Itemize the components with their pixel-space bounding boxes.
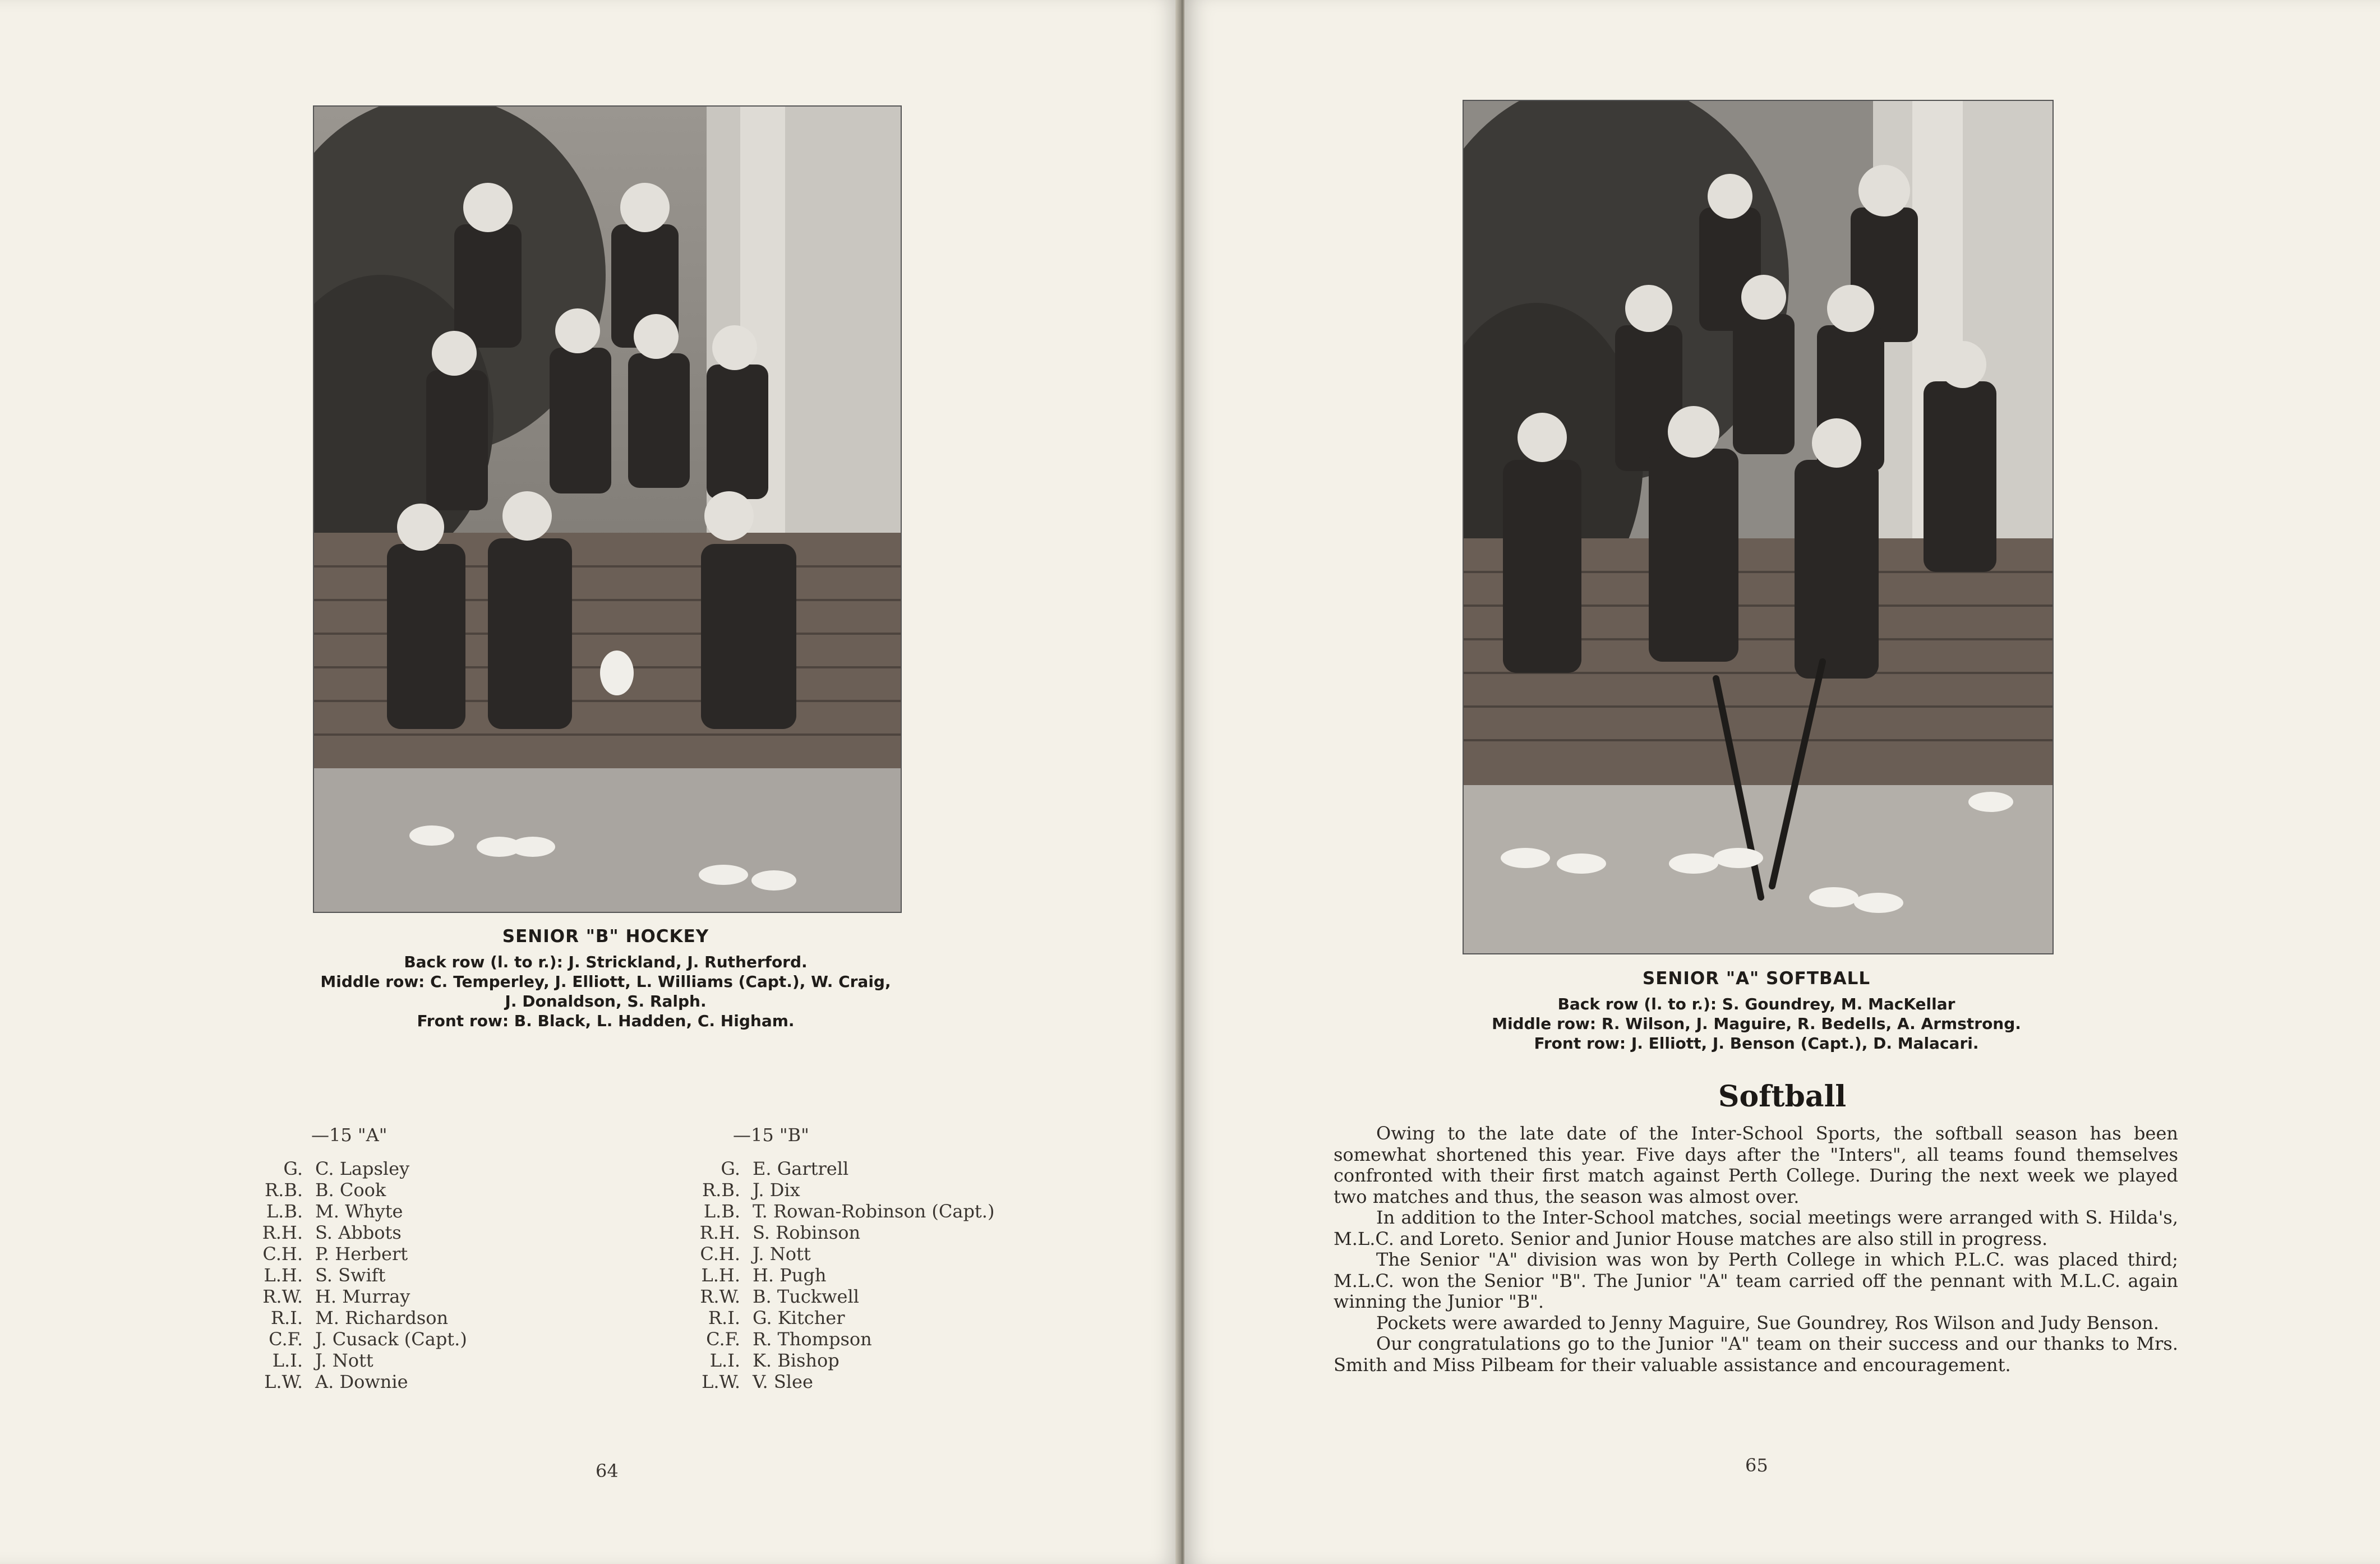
lineup-row (667, 1307, 994, 1328)
player-name: J. Nott (753, 1243, 811, 1265)
lineup-row (230, 1179, 467, 1201)
lineup-row (667, 1265, 994, 1286)
lineup-row (230, 1286, 467, 1307)
player-name: S. Abbots (315, 1222, 402, 1243)
position-code: G. (283, 1158, 303, 1179)
caption-line: Front row: B. Black, L. Hadden, C. Higham. (417, 1012, 795, 1030)
article-paragraph: Our congratulations go to the Junior "A" team on their success and our thanks to Mrs. Smith and Miss Pilbeam for their valuable assistance and encouragement. (1334, 1333, 2178, 1376)
lineup-row (230, 1307, 467, 1328)
lineup-15a (230, 1124, 467, 1392)
lineup-row (230, 1371, 467, 1392)
lineup-row (667, 1158, 994, 1179)
position-code: C.F. (269, 1328, 303, 1350)
article-paragraph: Owing to the late date of the Inter-School Sports, the softball season has been somewhat shortened this year. Five days after the "Inters", all teams found themselves confronted with their first match against Perth College. During the next week we played two matches and thus, the season was almost over. (1334, 1123, 2178, 1207)
left-page (0, 0, 1180, 1564)
caption-title: SENIOR "A" SOFTBALL (1642, 968, 1871, 989)
team-photo-icon (314, 107, 901, 912)
position-code: C.F. (706, 1328, 740, 1350)
position-code: L.B. (266, 1201, 303, 1222)
lineup-row (667, 1201, 994, 1222)
lineup-row (230, 1350, 467, 1371)
caption-line: Back row (l. to r.): J. Strickland, J. Rutherford. (404, 953, 808, 971)
lineup-row (230, 1265, 467, 1286)
position-code: L.W. (264, 1371, 303, 1392)
player-name: M. Richardson (315, 1307, 449, 1328)
position-code: R.H. (699, 1222, 740, 1243)
player-name: J. Dix (753, 1179, 800, 1201)
article-paragraph: Pockets were awarded to Jenny Maguire, Sue Goundrey, Ros Wilson and Judy Benson. (1376, 1312, 2159, 1334)
player-name: G. Kitcher (753, 1307, 845, 1328)
player-name: C. Lapsley (315, 1158, 410, 1179)
lineup-row (667, 1371, 994, 1392)
player-name: H. Murray (315, 1286, 410, 1307)
position-code: L.H. (264, 1265, 303, 1286)
lineup-row (667, 1222, 994, 1243)
position-code: R.B. (702, 1179, 740, 1201)
lineup-row (230, 1243, 467, 1265)
player-name: S. Robinson (753, 1222, 861, 1243)
page-number: 65 (1745, 1455, 1768, 1476)
lineup-row (667, 1286, 994, 1307)
player-name: S. Swift (315, 1265, 386, 1286)
softball-photo-caption (1392, 969, 2121, 1053)
position-code: R.W. (700, 1286, 740, 1307)
position-code: R.W. (262, 1286, 303, 1307)
lineup-row (230, 1328, 467, 1350)
position-code: L.B. (703, 1201, 740, 1222)
team-photo-icon (1464, 101, 2052, 953)
player-name: V. Slee (753, 1371, 813, 1392)
position-code: L.W. (702, 1371, 740, 1392)
article-paragraph: In addition to the Inter-School matches, social meetings were arranged with S. Hilda's, M.L.C. and Loreto. Senior and Junior House matches are also still in progress. (1334, 1207, 2178, 1249)
caption-line: J. Donaldson, S. Ralph. (505, 992, 707, 1011)
article-paragraph: The Senior "A" division was won by Perth College in which P.L.C. was placed third; M.L.C. won the Senior "B". The Junior "A" team carried off the pennant with M.L.C. again winning the Junior "B". (1334, 1249, 2178, 1312)
player-name: M. Whyte (315, 1201, 403, 1222)
lineup-15b (667, 1124, 994, 1392)
player-name: J. Nott (315, 1350, 373, 1371)
position-code: L.H. (701, 1265, 740, 1286)
caption-line: Middle row: C. Temperley, J. Elliott, L. Williams (Capt.), W. Craig, (320, 972, 891, 991)
lineup-row (230, 1201, 467, 1222)
hockey-photo-caption (269, 927, 942, 1031)
player-name: R. Thompson (753, 1328, 872, 1350)
caption-line: Middle row: R. Wilson, J. Maguire, R. Bedells, A. Armstrong. (1492, 1014, 2021, 1033)
lineup-row (230, 1158, 467, 1179)
player-name: T. Rowan-Robinson (Capt.) (753, 1201, 995, 1222)
position-code: L.I. (709, 1350, 740, 1371)
lineup-heading: —15 "B" (733, 1124, 809, 1146)
player-name: J. Cusack (Capt.) (315, 1328, 467, 1350)
lineup-row (667, 1350, 994, 1371)
lineup-row (667, 1179, 994, 1201)
position-code: G. (721, 1158, 740, 1179)
softball-article (1334, 1123, 2178, 1376)
lineup-row (667, 1328, 994, 1350)
position-code: C.H. (700, 1243, 740, 1265)
lineup-row (230, 1222, 467, 1243)
caption-line: Front row: J. Elliott, J. Benson (Capt.), D. Malacari. (1534, 1034, 1979, 1053)
section-heading: Softball (1718, 1079, 1847, 1114)
position-code: R.I. (270, 1307, 303, 1328)
position-code: R.I. (708, 1307, 740, 1328)
player-name: K. Bishop (753, 1350, 840, 1371)
player-name: E. Gartrell (753, 1158, 849, 1179)
caption-line: Back row (l. to r.): S. Goundrey, M. MacKellar (1557, 995, 1955, 1013)
position-code: C.H. (262, 1243, 303, 1265)
player-name: A. Downie (315, 1371, 408, 1392)
hockey-team-photo (313, 105, 902, 913)
softball-team-photo (1463, 100, 2054, 954)
page-number: 64 (596, 1460, 619, 1482)
position-code: L.I. (272, 1350, 303, 1371)
player-name: P. Herbert (315, 1243, 408, 1265)
player-name: B. Tuckwell (753, 1286, 859, 1307)
position-code: R.B. (265, 1179, 303, 1201)
player-name: B. Cook (315, 1179, 386, 1201)
lineup-heading: —15 "A" (311, 1124, 388, 1146)
position-code: R.H. (262, 1222, 303, 1243)
caption-title: SENIOR "B" HOCKEY (502, 926, 709, 947)
lineup-row (667, 1243, 994, 1265)
player-name: H. Pugh (753, 1265, 827, 1286)
